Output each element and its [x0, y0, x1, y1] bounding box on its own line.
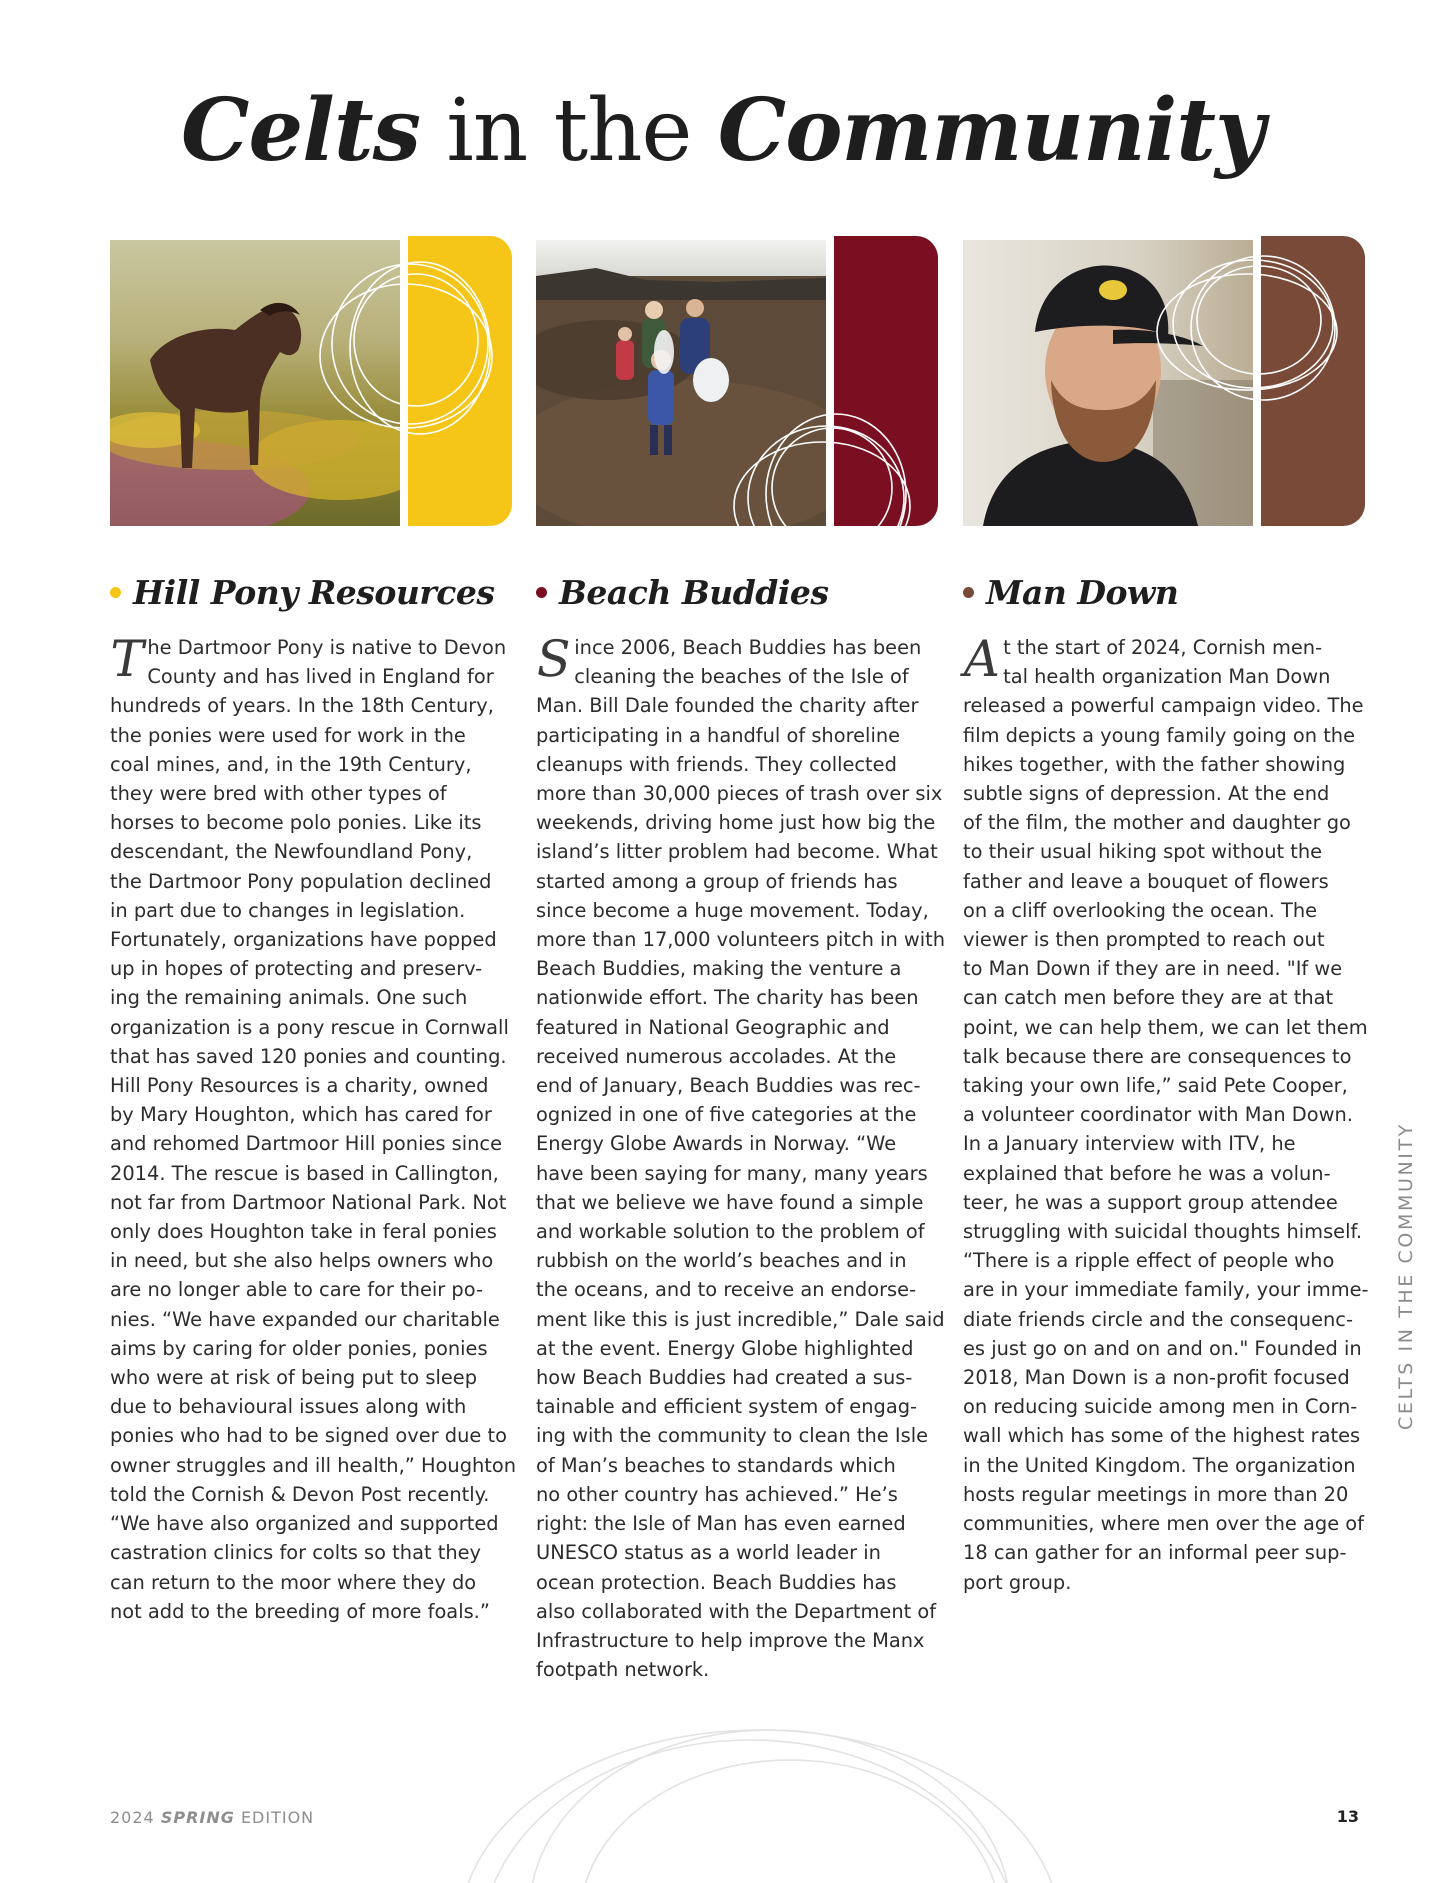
body-line: due to behavioural issues along with: [110, 1395, 467, 1419]
accent-bar: [834, 236, 938, 526]
body-line: not far from Dartmoor National Park. Not: [110, 1190, 507, 1214]
body-line: weekends, driving home just how big the: [536, 811, 936, 835]
heading-bullet: [110, 587, 121, 598]
body-line: in part due to changes in legislation.: [110, 898, 466, 922]
body-line: that has saved 120 ponies and counting.: [110, 1044, 507, 1068]
body-line: and rehomed Dartmoor Hill ponies since: [110, 1132, 503, 1156]
body-line: Beach Buddies, making the venture a: [536, 957, 902, 981]
body-line: and workable solution to the problem of: [536, 1220, 925, 1244]
body-line: aims by caring for older ponies, ponies: [110, 1336, 488, 1360]
article-heading-text: Man Down: [986, 572, 1179, 612]
body-line: also collaborated with the Department of: [536, 1599, 937, 1623]
body-line: struggling with suicidal thoughts himself.: [963, 1220, 1363, 1244]
title-word-in-the: in the: [420, 81, 718, 181]
article-heading: [110, 571, 512, 613]
body-line: of the film, the mother and daughter go: [963, 811, 1351, 835]
body-line: released a powerful campaign video. The: [963, 694, 1364, 718]
body-line: father and leave a bouquet of flowers: [963, 869, 1329, 893]
body-line: end of January, Beach Buddies was rec-: [536, 1074, 921, 1098]
article-heading-text: Beach Buddies: [559, 572, 829, 612]
body-line: tal health organization Man Down: [1003, 665, 1331, 689]
body-line: In a January interview with ITV, he: [963, 1132, 1296, 1156]
body-line: coal mines, and, in the 19th Century,: [110, 752, 472, 776]
body-line: to Man Down if they are in need. "If we: [963, 957, 1343, 981]
body-line: on reducing suicide among men in Corn-: [963, 1395, 1358, 1419]
body-line: t the start of 2024, Cornish men-: [1003, 636, 1323, 659]
body-line: tainable and efficient system of engag-: [536, 1395, 918, 1419]
body-line: the Dartmoor Pony population declined: [110, 869, 492, 893]
drop-cap: S: [531, 630, 576, 688]
body-line: 18 can gather for an informal peer sup-: [963, 1541, 1347, 1565]
article-heading: [536, 571, 938, 613]
body-line: talk because there are consequences to: [963, 1044, 1352, 1068]
body-line: rubbish on the world’s beaches and in: [536, 1249, 907, 1273]
article-beach-buddies: [531, 236, 946, 1684]
body-line: island’s litter problem had become. What: [536, 840, 938, 864]
pony-photo: [110, 240, 400, 526]
body-line: ing the remaining animals. One such: [110, 986, 468, 1010]
body-line: nationwide effort. The charity has been: [536, 986, 919, 1010]
body-line: point, we can help them, we can let them: [963, 1015, 1368, 1039]
body-line: nies. “We have expanded our charitable: [110, 1307, 500, 1331]
body-line: featured in National Geographic and: [536, 1015, 890, 1039]
footer-season: SPRING: [160, 1808, 235, 1827]
body-line: are in your immediate family, your imme-: [963, 1278, 1369, 1302]
body-line: es just go on and on and on." Founded in: [963, 1336, 1362, 1360]
body-line: at the event. Energy Globe highlighted: [536, 1336, 914, 1360]
article-figure: [963, 236, 1365, 527]
body-line: in need, but she also helps owners who: [110, 1249, 494, 1273]
body-line: film depicts a young family going on the: [963, 723, 1356, 747]
body-line: descendant, the Newfoundland Pony,: [110, 840, 473, 864]
body-line: not add to the breeding of more foals.”: [110, 1599, 490, 1623]
body-line: on a cliff overlooking the ocean. The: [963, 898, 1318, 922]
article-body: [531, 630, 946, 1684]
man-portrait-photo: [963, 240, 1253, 526]
article-hill-pony-resources: [105, 236, 517, 1626]
heading-bullet: [963, 587, 974, 598]
body-line: can catch men before they are at that: [963, 986, 1334, 1010]
body-line: in the United Kingdom. The organization: [963, 1453, 1356, 1477]
body-line: Energy Globe Awards in Norway. “We: [536, 1132, 897, 1156]
body-line: by Mary Houghton, which has cared for: [110, 1103, 492, 1127]
body-line: Man. Bill Dale founded the charity after: [536, 694, 919, 718]
body-line: cleanups with friends. They collected: [536, 752, 897, 776]
body-line: up in hopes of protecting and preserv-: [110, 957, 483, 981]
body-line: the ponies were used for work in the: [110, 723, 466, 747]
body-line: started among a group of friends has: [536, 869, 898, 893]
body-line: hosts regular meetings in more than 20: [963, 1482, 1349, 1506]
body-line: to their usual hiking spot without the: [963, 840, 1323, 864]
body-line: County and has lived in England for: [147, 665, 494, 689]
body-line: hikes together, with the father showing: [963, 752, 1346, 776]
body-line: cleaning the beaches of the Isle of: [574, 665, 909, 689]
footer-year: 2024: [110, 1808, 161, 1827]
accent-bar: [408, 236, 512, 526]
body-line: ment like this is just incredible,” Dale said: [536, 1307, 945, 1331]
body-line: footpath network.: [536, 1658, 710, 1682]
body-line: teer, he was a support group attendee: [963, 1190, 1338, 1214]
body-line: “We have also organized and supported: [110, 1512, 499, 1536]
body-line: ognized in one of five categories at the: [536, 1103, 917, 1127]
article-figure: [536, 236, 938, 527]
body-line: more than 30,000 pieces of trash over six: [536, 782, 943, 806]
body-line: right: the Isle of Man has even earned: [536, 1512, 906, 1536]
title-word-community: Community: [717, 80, 1264, 181]
footer-edition: [110, 1808, 314, 1827]
body-line: wall which has some of the highest rates: [963, 1424, 1361, 1448]
drop-cap: T: [105, 630, 149, 688]
body-line: he Dartmoor Pony is native to Devon: [147, 636, 507, 659]
body-line: they were bred with other types of: [110, 782, 447, 806]
body-line: port group.: [963, 1570, 1072, 1594]
decorative-bottom-rings: [420, 1700, 1120, 1883]
body-line: “There is a ripple effect of people who: [963, 1249, 1335, 1273]
body-line: viewer is then prompted to reach out: [963, 928, 1325, 952]
body-line: diate friends circle and the consequenc-: [963, 1307, 1353, 1331]
body-line: Infrastructure to help improve the Manx: [536, 1628, 925, 1652]
body-line: 2018, Man Down is a non-profit focused: [963, 1366, 1350, 1390]
body-line: have been saying for many, many years: [536, 1161, 928, 1185]
drop-cap: A: [958, 630, 1005, 688]
article-body: [958, 630, 1369, 1597]
article-heading: [963, 571, 1365, 613]
side-label-text: CELTS IN THE COMMUNITY: [1395, 1122, 1417, 1430]
article-man-down: [958, 236, 1369, 1597]
section-side-label: [1395, 1100, 1415, 1430]
body-line: can return to the moor where they do: [110, 1570, 477, 1594]
heading-bullet: [536, 587, 547, 598]
body-line: told the Cornish & Devon Post recently.: [110, 1482, 490, 1506]
article-body: [105, 630, 517, 1626]
article-heading-text: Hill Pony Resources: [133, 572, 495, 612]
footer-edition-word: EDITION: [234, 1808, 315, 1827]
body-line: ocean protection. Beach Buddies has: [536, 1570, 897, 1594]
body-line: UNESCO status as a world leader in: [536, 1541, 881, 1565]
body-line: Fortunately, organizations have popped: [110, 928, 497, 952]
body-line: are no longer able to care for their po-: [110, 1278, 483, 1302]
body-line: received numerous accolades. At the: [536, 1044, 897, 1068]
body-line: since become a huge movement. Today,: [536, 898, 929, 922]
body-line: ing with the community to clean the Isle: [536, 1424, 929, 1448]
body-line: participating in a handful of shoreline: [536, 723, 901, 747]
page-title: [0, 80, 1445, 181]
body-line: the oceans, and to receive an endorse-: [536, 1278, 917, 1302]
body-line: explained that before he was a volun-: [963, 1161, 1331, 1185]
body-line: ince 2006, Beach Buddies has been: [574, 636, 922, 659]
body-line: of Man’s beaches to standards which: [536, 1453, 896, 1477]
beach-cleanup-photo: [536, 240, 826, 526]
body-line: castration clinics for colts so that they: [110, 1541, 482, 1565]
body-line: 2014. The rescue is based in Callington,: [110, 1161, 499, 1185]
body-line: a volunteer coordinator with Man Down.: [963, 1103, 1353, 1127]
body-line: no other country has achieved.” He’s: [536, 1482, 898, 1506]
body-line: only does Houghton take in feral ponies: [110, 1220, 497, 1244]
body-line: ponies who had to be signed over due to: [110, 1424, 507, 1448]
body-line: horses to become polo ponies. Like its: [110, 811, 482, 835]
body-line: who were at risk of being put to sleep: [110, 1366, 478, 1390]
body-line: organization is a pony rescue in Cornwall: [110, 1015, 509, 1039]
body-line: Hill Pony Resources is a charity, owned: [110, 1074, 489, 1098]
body-line: taking your own life,” said Pete Cooper,: [963, 1074, 1348, 1098]
body-line: communities, where men over the age of: [963, 1512, 1364, 1536]
body-line: more than 17,000 volunteers pitch in with: [536, 928, 946, 952]
article-figure: [110, 236, 512, 527]
body-line: that we believe we have found a simple: [536, 1190, 924, 1214]
body-line: hundreds of years. In the 18th Century,: [110, 694, 494, 718]
page-number: 13: [1336, 1807, 1359, 1826]
body-line: subtle signs of depression. At the end: [963, 782, 1330, 806]
body-line: owner struggles and ill health,” Houghton: [110, 1453, 517, 1477]
accent-bar: [1261, 236, 1365, 526]
title-word-celts: Celts: [181, 80, 420, 181]
body-line: how Beach Buddies had created a sus-: [536, 1366, 913, 1390]
